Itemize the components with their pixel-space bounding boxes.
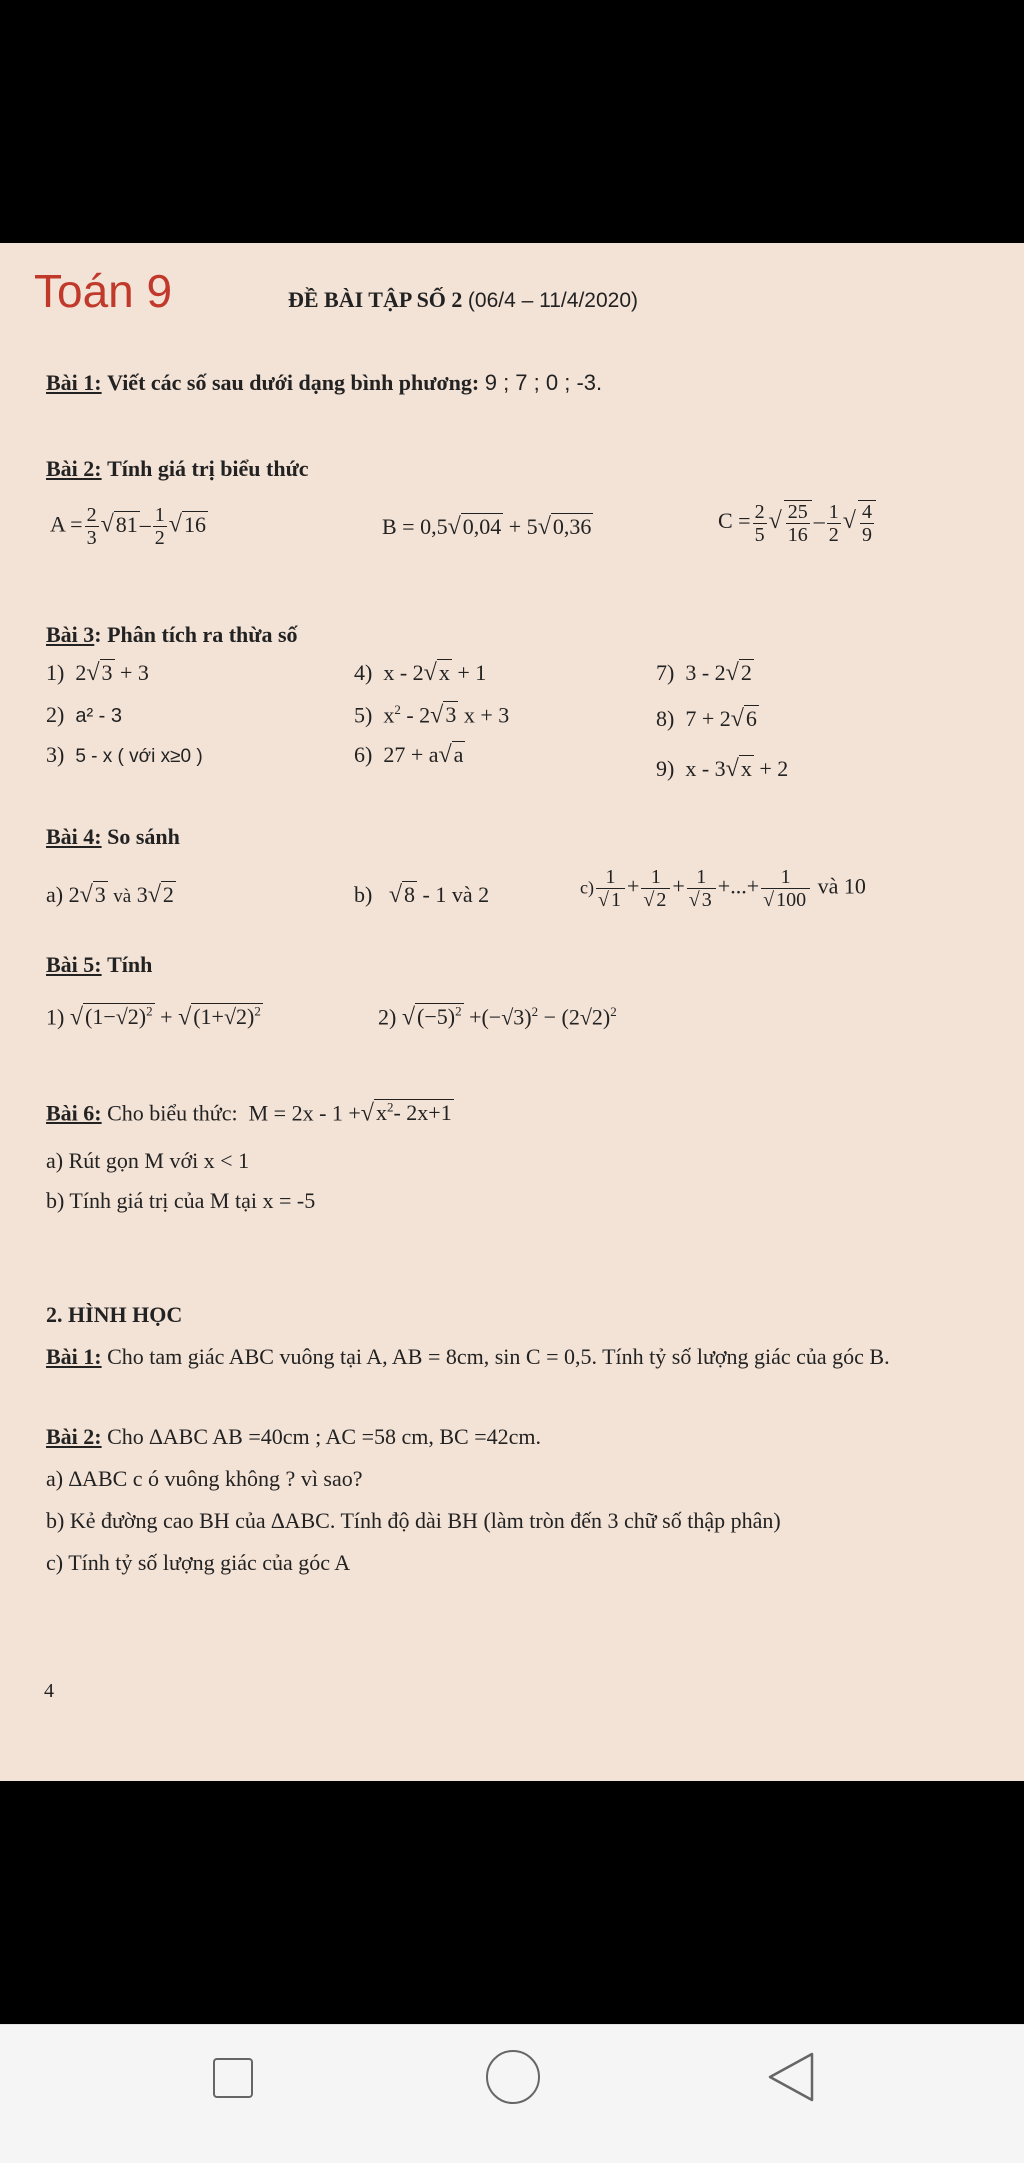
and-word: và	[113, 886, 132, 907]
bai3-item-1: 1) 2√3 + 3	[46, 660, 149, 686]
bai4-line	[46, 824, 180, 850]
item-num: 4)	[354, 660, 373, 685]
bai6-b: b) Tính giá trị của M tại x = -5	[46, 1188, 316, 1213]
top-black-bar	[0, 0, 1024, 243]
bai3-line	[46, 622, 298, 648]
bai2-line	[46, 456, 309, 482]
bai4-item-c: c) $\frac{1}{√ 1}$ + $\frac{1}{√ 2}$ + $\frac{1}{√ 3}$ +...+ $\frac{1}{√ 100}$ và 10	[580, 866, 866, 911]
bai1-numbers: 9 ; 7 ; 0 ; -3.	[484, 370, 603, 395]
item-2-text: a² - 3	[75, 705, 123, 727]
item-num: 1)	[46, 660, 65, 685]
assignment-title-text: ĐỀ BÀI TẬP SỐ 2	[288, 287, 463, 312]
page-number: 4	[44, 1680, 54, 1702]
bai2-expr-b: B = 0,5√0,04 + 5√0,36	[382, 514, 592, 540]
assignment-title	[288, 287, 638, 313]
geo-bai2-b: b) Kẻ đường cao BH của ∆ABC. Tính độ dài BH (làm tròn đến 3 chữ số thập phân)	[46, 1508, 781, 1533]
expr-a-prefix: A =	[50, 511, 83, 537]
bai4-item-b: b) √8 - 1 và 2	[354, 882, 490, 908]
bai3-item-6: 6) 27 + a√a	[354, 742, 464, 768]
item-label: 1)	[46, 1004, 65, 1030]
bai6-text: Cho biểu thức:	[107, 1100, 238, 1126]
bai6-expr: M = 2x - 1 +	[248, 1100, 361, 1126]
expr-b-rad1: 0,04	[462, 514, 502, 539]
item-num: 9)	[656, 756, 675, 781]
back-triangle-icon	[770, 2054, 812, 2100]
bai1-line	[46, 370, 602, 396]
geo-bai2-text: Cho ∆ABC AB =40cm ; AC =58 cm, BC =42cm.	[107, 1424, 542, 1449]
bai3-item-8: 8) 7 + 2√6	[656, 706, 757, 732]
item-num: 8)	[656, 706, 675, 731]
item-num: 2)	[46, 702, 65, 727]
bai5-line	[46, 952, 152, 978]
bai6-line: Bài 6: Cho biểu thức: $M = 2x - 1 +√x^2-$ 2x+1	[46, 1100, 452, 1127]
bottom-black-bar	[0, 1781, 1024, 2024]
geo-bai2-c: c) Tính tỷ số lượng giác của góc A	[46, 1550, 351, 1575]
geo-bai2-label: Bài 2:	[46, 1424, 102, 1449]
item-num: 7)	[656, 660, 675, 685]
expr-b-plus: + 5	[508, 514, 538, 539]
geo-bai1-label: Bài 1:	[46, 1344, 102, 1369]
home-button[interactable]	[486, 2050, 540, 2104]
bai2-expr-c: C = $\frac{2}{5}$ √ $\frac{25}{16}$ – $\frac{1}{2}$ √ $\frac{4}{9}$	[718, 500, 878, 546]
item-label: 2)	[378, 1004, 397, 1030]
date-range: (06/4 – 11/4/2020)	[467, 289, 638, 312]
bai5-item-1: 1) $√(1-√2)^2 + √(1+√2)^2$	[46, 1004, 261, 1031]
recent-apps-button[interactable]	[213, 2058, 253, 2098]
item-label: c)	[580, 877, 594, 898]
item-b-tail: - 1 và 2	[422, 882, 490, 907]
bai3-item-4: 4) x - 2√x + 1	[354, 660, 487, 686]
bai4-label: Bài 4:	[46, 824, 102, 849]
subject-title: Toán 9	[34, 265, 173, 317]
bai3-item-3	[46, 742, 203, 768]
item-3-text: 5 - x ( với x≥0 )	[75, 746, 203, 767]
bai3-item-5: 5) $x^2 - 2√3$ x + 3	[354, 702, 510, 729]
item-num: 6)	[354, 742, 373, 767]
expr-b-prefix: B = 0,5	[382, 514, 448, 539]
expr-c-prefix: C =	[718, 508, 751, 534]
bai5-label: Bài 5:	[46, 952, 102, 977]
bai5-text: Tính	[107, 952, 153, 977]
geo-bai2-a: a) ∆ABC c ó vuông không ? vì sao?	[46, 1466, 363, 1491]
item-num: 3)	[46, 742, 65, 767]
bai6-a: a) Rút gọn M với x < 1	[46, 1148, 250, 1173]
geo-bai1-text: Cho tam giác ABC vuông tại A, AB = 8cm, sin C = 0,5. Tính tỷ số lượng giác của góc B.	[107, 1344, 890, 1369]
bai3-text: : Phân tích ra thừa số	[94, 622, 298, 647]
geo-bai1	[46, 1342, 946, 1372]
item-num: 5)	[354, 702, 373, 728]
bai3-item-2	[46, 702, 122, 728]
geo-bai2	[46, 1424, 541, 1450]
expr-b-rad2: 0,36	[552, 514, 592, 539]
bai3-item-7: 7) 3 - 2√2	[656, 660, 752, 686]
item-c-tail: và 10	[817, 873, 866, 899]
section-geometry: 2. HÌNH HỌC	[46, 1302, 183, 1327]
bai2-text: Tính giá trị biểu thức	[107, 456, 309, 481]
bai3-label: Bài 3	[46, 622, 95, 647]
bai1-label: Bài 1:	[46, 370, 102, 395]
bai2-label: Bài 2:	[46, 456, 102, 481]
item-label: a)	[46, 882, 64, 907]
item-label: b)	[354, 882, 373, 907]
bai4-item-a: a) 2√3 và 3√2	[46, 882, 174, 908]
bai2-expr-a: A = $\frac{2}{3}$ √81– $\frac{1}{2}$ √16	[50, 504, 206, 549]
bai3-item-9: 9) x - 3√x + 2	[656, 756, 789, 782]
bai6-label: Bài 6:	[46, 1100, 102, 1126]
back-button[interactable]	[764, 2050, 818, 2104]
bai1-text: Viết các số sau dưới dạng bình phương:	[107, 370, 480, 395]
bai5-item-2: 2) $√(-5)^2 +(-√3)^2 - (2√2)^2$	[378, 1004, 617, 1031]
bai4-text: So sánh	[107, 824, 180, 849]
